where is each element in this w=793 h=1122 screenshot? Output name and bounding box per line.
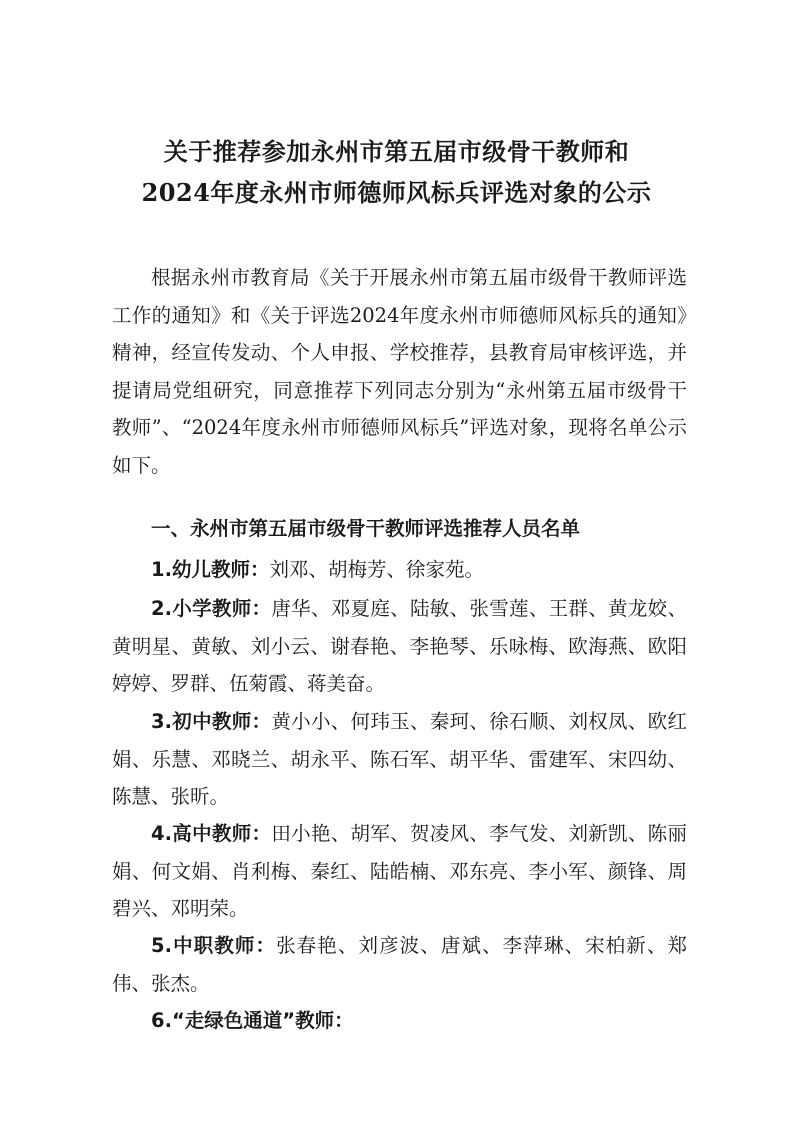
category-green-channel (112, 1002, 687, 1040)
document-title-line-2: 2024年度永州市师德师风标兵评选对象的公示 (141, 178, 652, 207)
category-names: 田小艳、胡军、贺凌风、李气发、刘新凯、陈丽娟、何文娟、肖利梅、秦红、陆皓楠、邓东亮、李小军、颜锋、周碧兴、邓明荣。 (112, 822, 687, 920)
category-label: 2.小学教师： (151, 597, 272, 620)
intro-text: 根据永州市教育局《关于开展永州市第五届市级骨干教师评选工作的通知》和《关于评选2024年度永州市师德师风标兵的通知》精神，经宣传发动、个人申报、学校推荐，县教育局审核评选，并提请局党组研究，同意推荐下列同志分别为“永州第五届市级骨干教师”、“2024年度永州市师德师风标兵”评选对象，现将名单公示如下。 (112, 266, 687, 477)
intro-paragraph (112, 259, 687, 484)
category-kindergarten (112, 551, 687, 589)
document-title-line-1: 关于推荐参加永州市第五届市级骨干教师和 (163, 137, 630, 166)
category-primary (112, 590, 687, 703)
category-names: 唐华、邓夏庭、陆敏、张雪莲、王群、黄龙姣、黄明星、黄敏、刘小云、谢春艳、李艳琴、乐咏梅、欧海燕、欧阳婷婷、罗群、伍菊霞、蒋美奋。 (112, 597, 687, 695)
category-senior-high (112, 815, 687, 928)
section-heading-1: 一、永州市第五届市级骨干教师评选推荐人员名单 (151, 517, 581, 540)
category-label: 4.高中教师： (151, 822, 272, 845)
category-label: 1.幼儿教师： (151, 558, 270, 581)
category-label: 3.初中教师： (151, 710, 272, 733)
category-vocational (112, 927, 687, 1002)
category-names: 黄小小、何玮玉、秦珂、徐石顺、刘权凤、欧红娟、乐慧、邓晓兰、胡永平、陈石军、胡平华、雷建军、宋四幼、陈慧、张昕。 (112, 710, 687, 808)
category-names: 刘邓、胡梅芳、徐家苑。 (269, 558, 484, 581)
category-label: 6.“走绿色通道”教师： (151, 1009, 354, 1032)
category-junior-high (112, 703, 687, 816)
category-names: 张春艳、刘彦波、唐斌、李萍琳、宋柏新、郑伟、张杰。 (112, 934, 687, 995)
category-label: 5.中职教师： (151, 934, 277, 957)
